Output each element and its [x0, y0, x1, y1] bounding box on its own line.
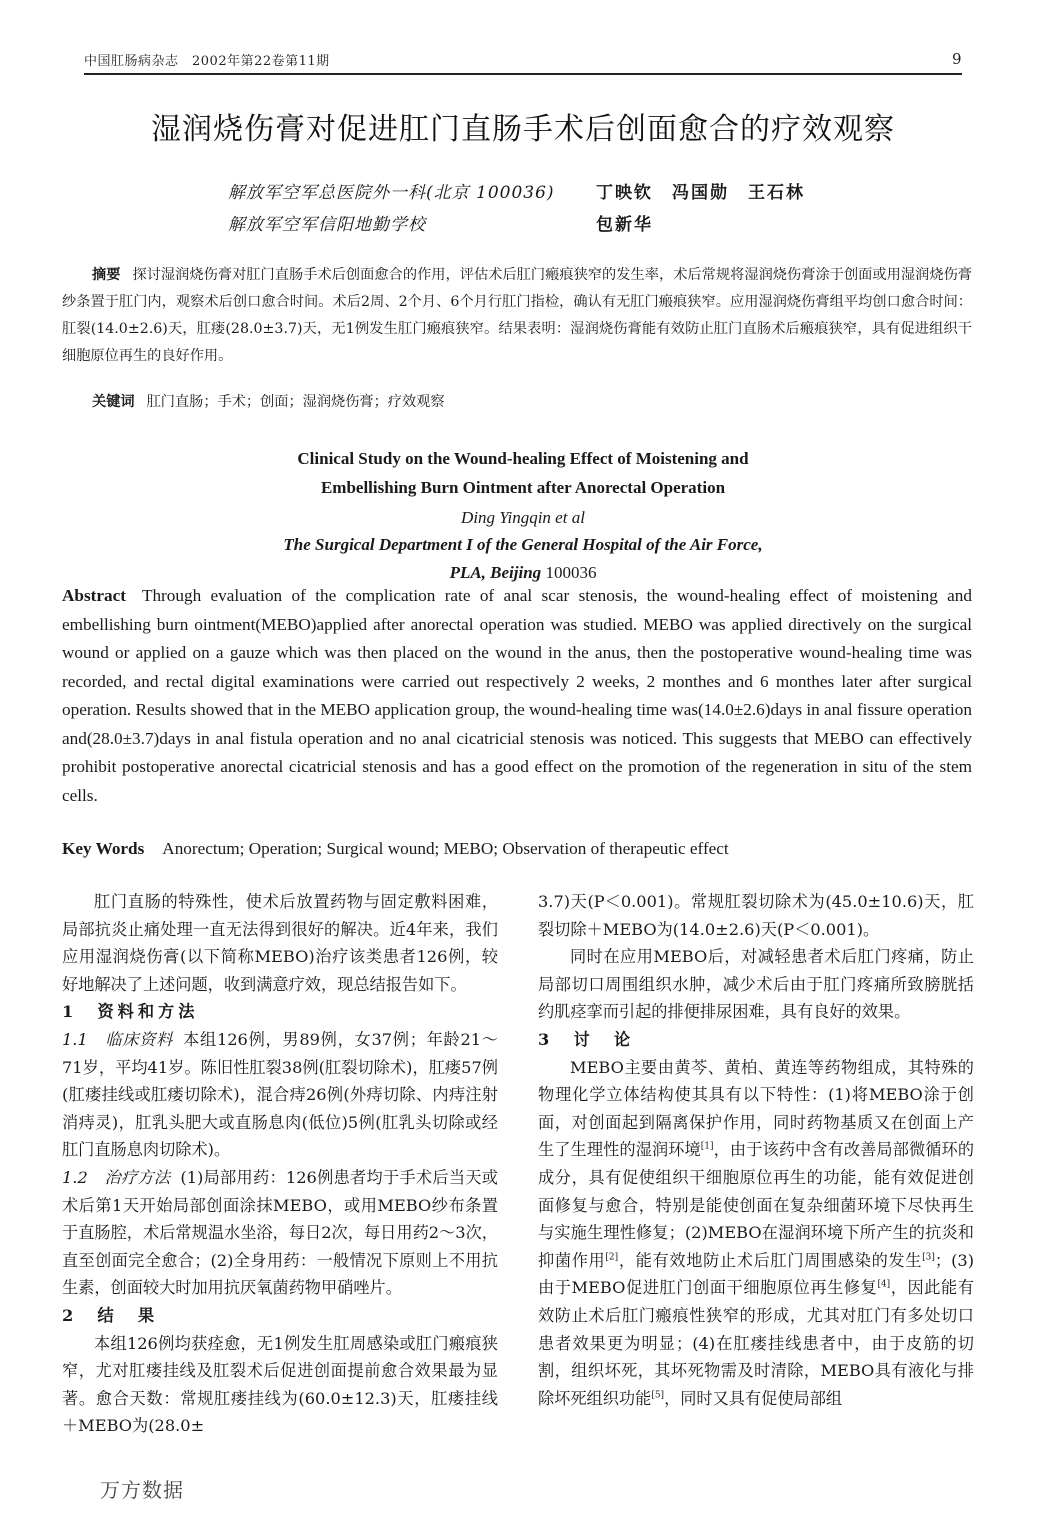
abstract-en-label: Abstract — [62, 586, 126, 605]
affiliation-en-zip: 100036 — [545, 563, 597, 582]
body-column-right — [538, 888, 974, 1412]
citation-ref: [4] — [877, 1279, 891, 1290]
section-heading-methods: 1 资料和方法 — [62, 1002, 199, 1022]
watermark: 万方数据 — [100, 1478, 184, 1502]
article-title-en-line2: Embellishing Burn Ointment after Anorectal Operation — [320, 478, 726, 497]
keywords-cn-label: 关键词 — [92, 394, 135, 410]
author-row — [228, 210, 828, 242]
body-column-left — [62, 888, 498, 1440]
discussion-text: ，由于该药中含有改善局部微循环的成分，具有促使组织干细胞原位再生的功能，能有效促进创面修复与愈合，特别是能使创面在复杂细菌环境下尽快再生与实施生理性修复；(2)MEBO在湿润环境下所产生的抗炎和抑菌作用 — [538, 1140, 975, 1270]
affiliation-en-line1: The Surgical Department I of the General Hospital of the Air Force, — [283, 535, 763, 554]
subsection-label: 1.2 治疗方法 — [62, 1167, 171, 1187]
intro-paragraph: 肛门直肠的特殊性，使术后放置药物与固定敷料困难，局部抗炎止痛处理一直无法得到很好的解决。近4年来，我们应用湿润烧伤膏(以下简称MEBO)治疗该类患者126例，较好地解决了上述问题，收到满意疗效，现总结报告如下。 — [62, 892, 498, 994]
keywords-cn-text: 肛门直肠；手术；创面；湿润烧伤膏；疗效观察 — [146, 394, 445, 410]
subsection-label: 1.1 临床资料 — [62, 1029, 174, 1049]
keywords-en-label: Key Words — [62, 839, 145, 858]
citation-ref: [5] — [651, 1390, 665, 1401]
discussion-text: ，能有效地防止术后肛门周围感染的发生 — [618, 1250, 923, 1270]
affiliation-en-city: PLA, Beijing — [449, 563, 542, 582]
results-continued: 3.7)天(P＜0.001)。常规肛裂切除术为(45.0±10.6)天，肛裂切除＋MEBO为(14.0±2.6)天(P＜0.001)。 — [538, 892, 974, 939]
keywords-cn — [92, 389, 972, 416]
english-title-block — [0, 444, 1046, 587]
discussion-text: ，因此能有效防止术后肛门瘢痕性狭窄的形成，尤其对肛门有多处切口患者效果更为明显；(4)在肛瘘挂线患者中，由于皮筋的切割，组织坏死，其坏死物需及时清除，MEBO具有液化与排除坏死组织功能 — [538, 1278, 975, 1408]
author-names: 丁映钦 冯国勋 王石林 — [596, 183, 805, 203]
citation-ref: [1] — [700, 1141, 714, 1152]
discussion-text: ，同时又具有促使局部组 — [664, 1388, 843, 1408]
keywords-en — [62, 835, 972, 863]
author-affiliation: 解放军空军总医院外一科(北京 100036) — [228, 183, 555, 203]
abstract-cn — [62, 262, 972, 370]
abstract-cn-label: 摘要 — [92, 267, 121, 283]
author-en: Ding Yingqin et al — [461, 508, 585, 527]
running-header — [84, 50, 962, 75]
article-title-cn: 湿润烧伤膏对促进肛门直肠手术后创面愈合的疗效观察 — [151, 112, 895, 147]
author-row — [228, 178, 828, 210]
abstract-en — [62, 582, 972, 810]
citation-ref: [3] — [922, 1252, 935, 1263]
section-heading-results: 2 结 果 — [62, 1305, 159, 1325]
journal-citation: 中国肛肠病杂志 2002年第22卷第11期 — [84, 54, 330, 69]
author-block-cn — [228, 178, 828, 242]
author-names: 包新华 — [596, 215, 653, 235]
results-paragraph-2: 同时在应用MEBO后，对减轻患者术后肛门疼痛，防止局部切口周围组织水肿，减少术后由于肛门疼痛所致膀胱括约肌痉挛而引起的排便排尿困难，具有良好的效果。 — [538, 947, 974, 1022]
keywords-en-text: Anorectum; Operation; Surgical wound; MEBO; Observation of therapeutic effect — [162, 839, 729, 858]
abstract-cn-text: 探讨湿润烧伤膏对肛门直肠手术后创面愈合的作用，评估术后肛门瘢痕狭窄的发生率，术后常规将湿润烧伤膏涂于创面或用湿润烧伤膏纱条置于肛门内，观察术后创口愈合时间。术后2周、2个月、6个月行肛门指检，确认有无肛门瘢痕狭窄。应用湿润烧伤膏组平均创口愈合时间：肛裂(14.0±2.6)天，肛瘘(28.0±3.7)天，无1例发生肛门瘢痕狭窄。结果表明：湿润烧伤膏能有效防止肛门直肠术后瘢痕狭窄，具有促进组织干细胞原位再生的良好作用。 — [62, 267, 972, 364]
subsection-clinical-data — [62, 1026, 498, 1164]
citation-ref: [2] — [605, 1252, 619, 1263]
subsection-text: 本组126例，男89例，女37例；年龄21～71岁，平均41岁。陈旧性肛裂38例(肛裂切除术)，肛瘘57例(肛瘘挂线或肛瘘切除术)，混合痔26例(外痔切除、内痔注射消痔灵)，肛乳头肥大或直肠息肉(低位)5例(肛乳头切除或经肛门直肠息肉切除术)。 — [62, 1029, 498, 1160]
discussion-paragraph — [538, 1054, 974, 1413]
author-affiliation: 解放军空军信阳地勤学校 — [228, 215, 426, 235]
section-heading-discussion: 3 讨 论 — [538, 1029, 635, 1049]
page-number: 9 — [951, 50, 962, 68]
subsection-text: (1)局部用药：126例患者均于手术后当天或术后第1天开始局部创面涂抹MEBO，或用MEBO纱布条置于直肠腔，术后常规温水坐浴，每日2次，每日用药2～3次，直至创面完全愈合；(2)全身用药：一般情况下原则上不用抗生素，创面较大时加用抗厌氧菌药物甲硝唑片。 — [62, 1167, 498, 1298]
abstract-en-text: Through evaluation of the complication rate of anal scar stenosis, the wound-healing effect of moistening and embellishing burn ointment(MEBO)applied after anorectal operation was studied. MEBO was applied directively on the surgical wound or applied on a gauze which was then placed on the wound in the anus, then the postoperative wound-healing time was recorded, and rectal digital examinations were carried out respectively 2 weeks, 2 monthes and 6 monthes later after surgical operation. Results showed that in the MEBO application group, the wound-healing time was(14.0±2.6)days in anal fissure operation and(28.0±3.7)days in anal fistula operation and no anal cicatricial stenosis was noticed. This suggests that MEBO can effectively prohibit postoperative anorectal cicatricial stenosis and has a good effect on the promotion of the regeneration in situ of the stem cells. — [62, 586, 972, 805]
discussion-text: MEBO主要由黄芩、黄柏、黄连等药物组成，其特殊的物理化学立体结构使其具有以下特性：(1)将MEBO涂于创面，对创面起到隔离保护作用，同时药物基质又在创面上产生了生理性的湿润环境 — [538, 1057, 974, 1160]
results-paragraph: 本组126例均获痊愈，无1例发生肛周感染或肛门瘢痕狭窄，尤对肛瘘挂线及肛裂术后促进创面提前愈合效果最为显著。愈合天数：常规肛瘘挂线为(60.0±12.3)天，肛瘘挂线＋MEBO为(28.0± — [62, 1333, 498, 1436]
subsection-treatment — [62, 1164, 498, 1302]
article-title-en-line1: Clinical Study on the Wound-healing Effect of Moistening and — [297, 449, 749, 468]
discussion-text: ；(3)由于MEBO促进肛门创面干细胞原位再生修复 — [538, 1250, 975, 1298]
